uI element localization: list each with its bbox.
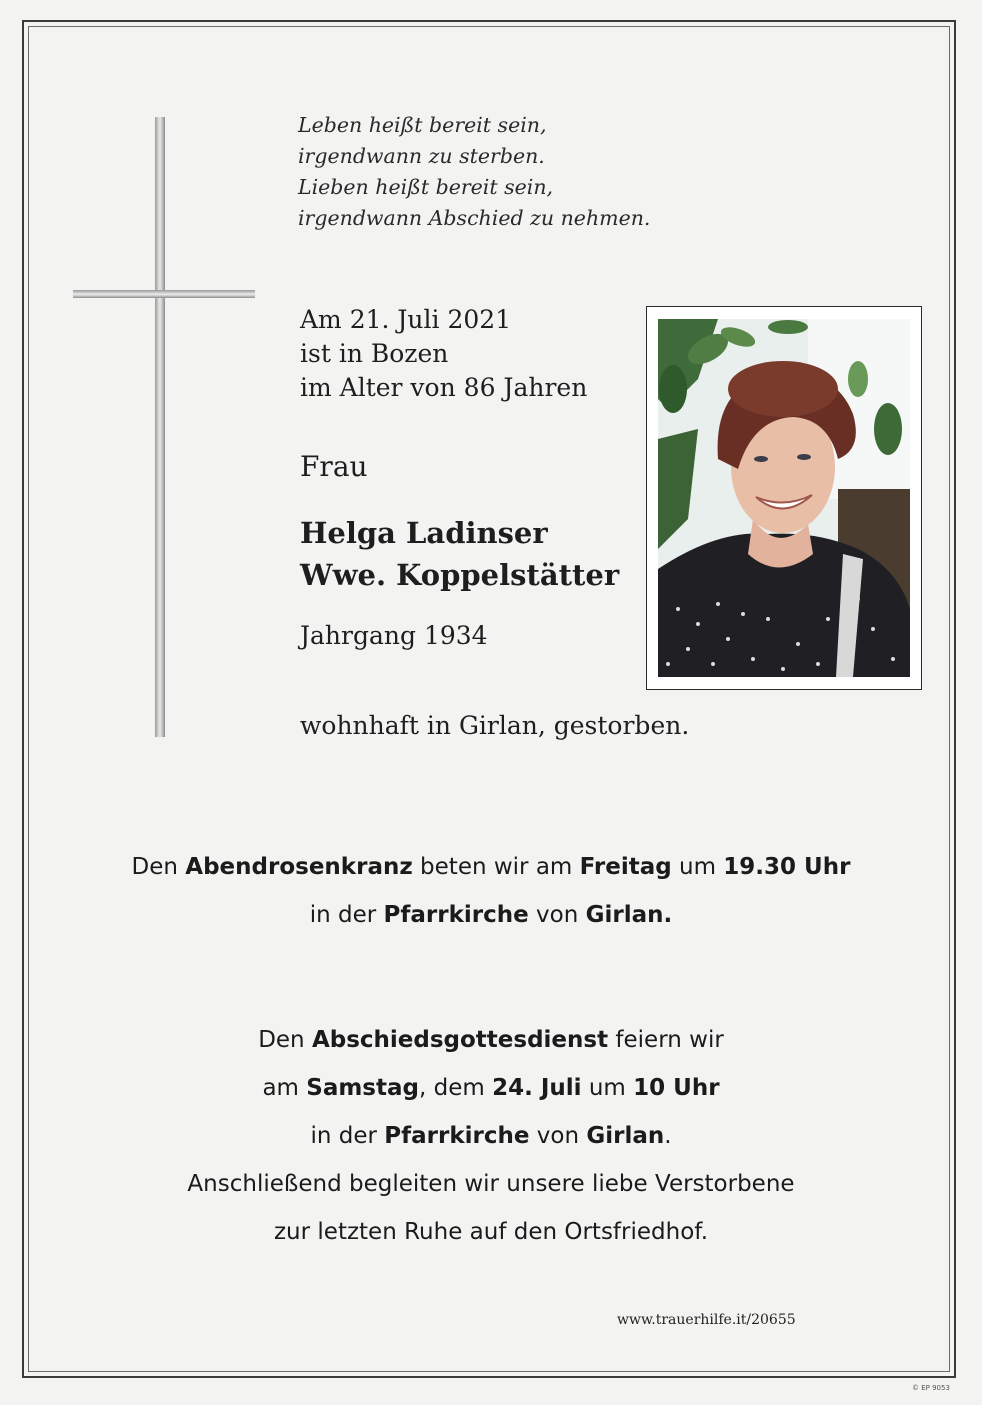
- deceased-name: [300, 512, 619, 596]
- poem-line: irgendwann Abschied zu nehmen.: [298, 206, 651, 230]
- poem-line: irgendwann zu sterben.: [298, 144, 545, 168]
- funeral-service-notice: [40, 1016, 942, 1256]
- death-age: im Alter von 86 Jahren: [300, 373, 588, 402]
- poem: [298, 110, 718, 234]
- name-line-2: Wwe. Koppelstätter: [300, 558, 620, 592]
- portrait-photo: [646, 306, 922, 690]
- residence: wohnhaft in Girlan, gestorben.: [300, 711, 690, 740]
- poem-line: Lieben heißt bereit sein,: [298, 175, 554, 199]
- rosary-notice: [40, 843, 942, 939]
- service-line-5: zur letzten Ruhe auf den Ortsfriedhof.: [273, 1219, 709, 1245]
- rosary-line-1: Den Abendrosenkranz beten wir am Freitag um 19.30 Uhr: [131, 854, 851, 880]
- service-line-3: in der Pfarrkirche von Girlan.: [310, 1123, 672, 1149]
- service-line-2: am Samstag, dem 24. Juli um 10 Uhr: [262, 1075, 720, 1101]
- portrait-image: [658, 319, 910, 677]
- cross-icon-bar: [73, 290, 255, 298]
- salutation: Frau: [300, 450, 368, 483]
- name-line-1: Helga Ladinser: [300, 516, 548, 550]
- death-place: ist in Bozen: [300, 339, 449, 368]
- service-line-4: Anschließend begleiten wir unsere liebe Verstorbene: [187, 1171, 795, 1197]
- print-code: © EP 9053: [912, 1384, 950, 1392]
- website-link[interactable]: www.trauerhilfe.it/20655: [617, 1312, 796, 1328]
- rosary-line-2: in der Pfarrkirche von Girlan.: [309, 902, 673, 928]
- service-line-1: Den Abschiedsgottesdienst feiern wir: [258, 1027, 724, 1053]
- death-intro: [300, 303, 587, 405]
- poem-line: Leben heißt bereit sein,: [298, 113, 547, 137]
- birth-year: Jahrgang 1934: [300, 621, 488, 650]
- cross-icon: [155, 117, 165, 737]
- death-date: Am 21. Juli 2021: [300, 305, 512, 334]
